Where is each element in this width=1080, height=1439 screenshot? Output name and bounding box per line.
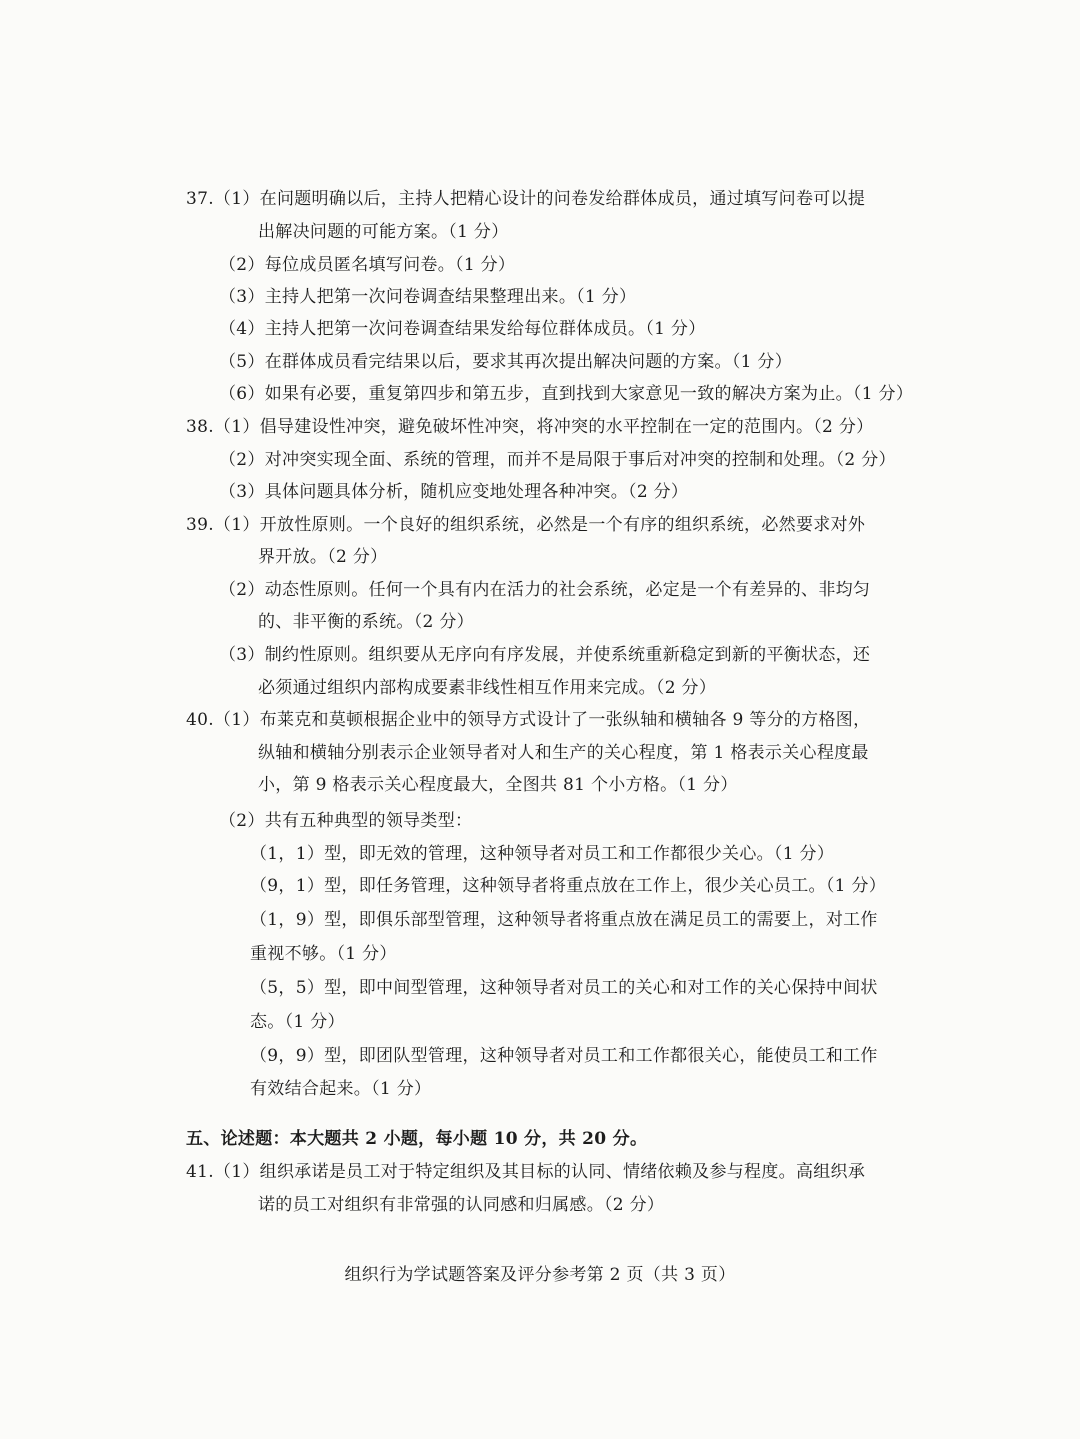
answer-38-1: 38.（1）倡导建设性冲突，避免破坏性冲突，将冲突的水平控制在一定的范围内。（2 分）: [186, 417, 874, 437]
answer-41-1-cont: 诺的员工对组织有非常强的认同感和归属感。（2 分）: [258, 1195, 665, 1215]
section-5-heading: 五、论述题：本大题共 2 小题，每小题 10 分，共 20 分。: [186, 1129, 648, 1149]
answer-39-2: （2）动态性原则。任何一个具有内在活力的社会系统，必定是一个有差异的、非均匀: [219, 580, 871, 600]
answer-40-2: （2）共有五种典型的领导类型：: [219, 811, 473, 831]
answer-37-2: （2）每位成员匿名填写问卷。（1 分）: [219, 255, 516, 275]
answer-39-2-cont: 的、非平衡的系统。（2 分）: [258, 612, 474, 632]
leadership-type-9-9: （9，9）型，即团队型管理，这种领导者对员工和工作都很关心，能使员工和工作: [250, 1046, 878, 1066]
answer-37-5: （5）在群体成员看完结果以后，要求其再次提出解决问题的方案。（1 分）: [219, 352, 793, 372]
answer-40-1-cont-a: 纵轴和横轴分别表示企业领导者对人和生产的关心程度，第 1 格表示关心程度最: [258, 743, 869, 763]
leadership-type-5-5: （5，5）型，即中间型管理，这种领导者对员工的关心和对工作的关心保持中间状: [250, 978, 878, 998]
leadership-type-9-9-cont: 有效结合起来。（1 分）: [250, 1079, 432, 1099]
page-footer: 组织行为学试题答案及评分参考第 2 页（共 3 页）: [344, 1265, 736, 1285]
leadership-type-1-9-cont: 重视不够。（1 分）: [250, 944, 397, 964]
answer-39-3: （3）制约性原则。组织要从无序向有序发展，并使系统重新稳定到新的平衡状态，还: [219, 645, 871, 665]
leadership-type-1-1: （1，1）型，即无效的管理，这种领导者对员工和工作都很少关心。（1 分）: [250, 844, 835, 864]
answer-37-3: （3）主持人把第一次问卷调查结果整理出来。（1 分）: [219, 287, 637, 307]
answer-40-1-cont-b: 小，第 9 格表示关心程度最大，全图共 81 个小方格。（1 分）: [258, 775, 738, 795]
answer-41-1: 41.（1）组织承诺是员工对于特定组织及其目标的认同、情绪依赖及参与程度。高组织承: [186, 1162, 866, 1182]
answer-37-1: 37.（1）在问题明确以后，主持人把精心设计的问卷发给群体成员，通过填写问卷可以提: [186, 189, 866, 209]
answer-40-1: 40.（1）布莱克和莫顿根据企业中的领导方式设计了一张纵轴和横轴各 9 等分的方格图，: [186, 710, 871, 730]
leadership-type-9-1: （9，1）型，即任务管理，这种领导者将重点放在工作上，很少关心员工。（1 分）: [250, 876, 887, 896]
answer-39-3-cont: 必须通过组织内部构成要素非线性相互作用来完成。（2 分）: [258, 678, 717, 698]
answer-37-6: （6）如果有必要，重复第四步和第五步，直到找到大家意见一致的解决方案为止。（1 分）: [219, 384, 914, 404]
answer-39-1: 39.（1）开放性原则。一个良好的组织系统，必然是一个有序的组织系统，必然要求对外: [186, 515, 866, 535]
answer-38-3: （3）具体问题具体分析，随机应变地处理各种冲突。（2 分）: [219, 482, 689, 502]
leadership-type-5-5-cont: 态。（1 分）: [250, 1012, 345, 1032]
answer-38-2: （2）对冲突实现全面、系统的管理，而并不是局限于事后对冲突的控制和处理。（2 分）: [219, 450, 896, 470]
answer-37-4: （4）主持人把第一次问卷调查结果发给每位群体成员。（1 分）: [219, 319, 706, 339]
answer-39-1-cont: 界开放。（2 分）: [258, 547, 388, 567]
leadership-type-1-9: （1，9）型，即俱乐部型管理，这种领导者将重点放在满足员工的需要上，对工作: [250, 910, 878, 930]
answer-37-1-cont: 出解决问题的可能方案。（1 分）: [258, 222, 509, 242]
